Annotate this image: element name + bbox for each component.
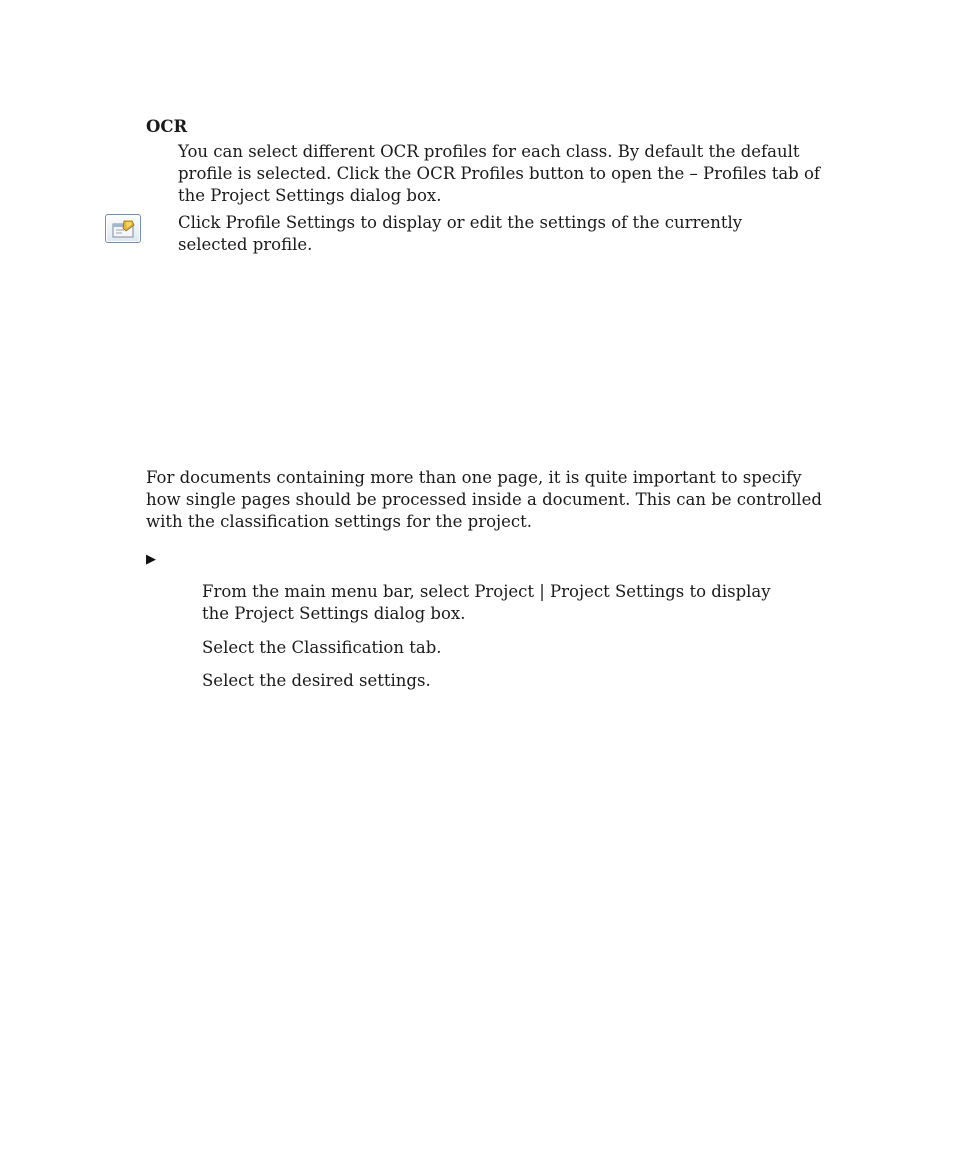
procedure-arrow-icon: ▶ (146, 552, 156, 567)
procedure-step: Select the desired settings. (202, 671, 431, 690)
ocr-heading: OCR (146, 117, 188, 136)
profile-settings-description: Click Profile Settings to display or edit the settings of the currently selected profile. (178, 213, 743, 254)
ocr-description: You can select different OCR profiles for each class. By default the default profile is selected. Click the OCR Profiles button to open the – Profiles tab of the Project Settings dialog box. (178, 142, 821, 205)
profile-settings-icon[interactable] (105, 214, 141, 243)
procedure-step: From the main menu bar, select Project | Project Settings to display the Project Settings dialog box. (202, 582, 771, 623)
profile-settings-glyph (112, 219, 136, 239)
classification-intro: For documents containing more than one page, it is quite important to specify how single pages should be processed inside a document. This can be controlled with the classification settings for the project. (146, 468, 822, 531)
procedure-step: Select the Classification tab. (202, 638, 442, 657)
